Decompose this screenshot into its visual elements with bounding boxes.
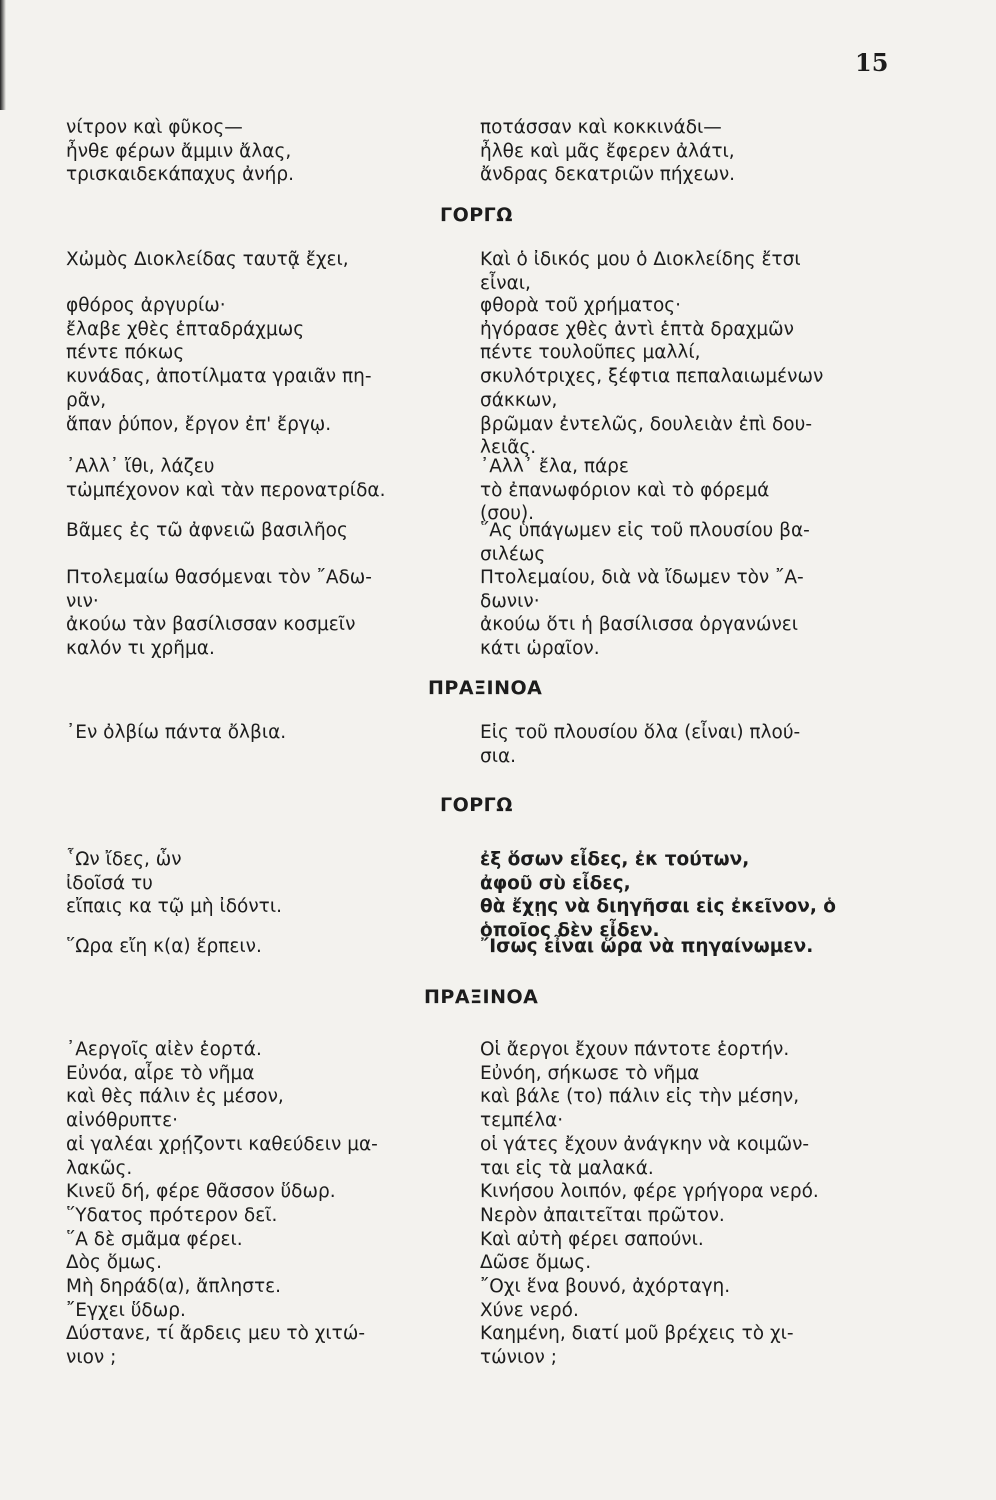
modern-line: ται εἰς τὰ μαλακά.: [480, 1157, 654, 1179]
modern-line: Εὐνόη, σήκωσε τὸ νῆμα: [480, 1062, 700, 1084]
modern-line: ῎Οχι ἕνα βουνό, ἀχόρταγη.: [480, 1276, 731, 1298]
modern-text-block: [480, 519, 900, 566]
modern-line: οἱ γάτες ἔχουν ἀνάγκην νὰ κοιμῶν-: [480, 1133, 810, 1155]
modern-line: Νερὸν ἀπαιτεῖται πρῶτον.: [480, 1204, 725, 1226]
modern-line: ῞Ας ὑπάγωμεν εἰς τοῦ πλουσίου βα-: [480, 520, 810, 541]
ancient-line: καὶ θὲς πάλιν ἐς μέσον,: [66, 1086, 284, 1108]
ancient-line: Δὸς ὅμως.: [66, 1252, 163, 1274]
ancient-line: Εὐνόα, αἶρε τὸ νῆμα: [66, 1062, 255, 1084]
ancient-text-block: [66, 116, 456, 187]
modern-text-block: [480, 455, 900, 526]
modern-line: σκυλότριχες, ξέφτια πεπαλαιωμένων: [480, 366, 824, 388]
modern-line: Πτολεμαίου, διὰ νὰ ἴδωμεν τὸν ῎Α-: [480, 567, 804, 588]
modern-text-block: [480, 116, 900, 187]
ancient-text-block: [66, 721, 456, 745]
ancient-line: τρισκαιδεκάπαχυς ἀνήρ.: [66, 164, 294, 186]
modern-line: ἠγόρασε χθὲς ἀντὶ ἑπτὰ δραχμῶν: [480, 318, 794, 340]
ancient-line: ἀκούω τὰν βασίλισσαν κοσμεῖν: [66, 614, 356, 636]
modern-line: κάτι ὡραῖον.: [480, 638, 600, 660]
modern-line: Οἱ ἄεργοι ἔχουν πάντοτε ἑορτήν.: [480, 1039, 790, 1060]
ancient-line: τὠμπέχονον καὶ τὰν περονατρίδα.: [66, 479, 386, 501]
modern-line: βρῶμαν ἐντελῶς, δουλειὰν ἐπὶ δου-: [480, 413, 813, 435]
modern-line: δωνιν·: [480, 590, 540, 612]
modern-line: θὰ ἔχῃς νὰ διηγῆσαι εἰς ἐκεῖνον, ὁ: [480, 896, 836, 918]
ancient-line: νιν·: [66, 590, 99, 612]
speaker-heading: ΓΟΡΓΩ: [440, 794, 513, 816]
modern-line: ἄνδρας δεκατριῶν πήχεων.: [480, 164, 736, 186]
modern-line: σάκκων,: [480, 389, 558, 411]
modern-text-block: [480, 1038, 900, 1370]
ancient-text-block: [66, 566, 456, 661]
modern-line: σια.: [480, 745, 517, 767]
modern-text-block: [480, 248, 900, 295]
ancient-line: ῞Α δὲ σμᾶμα φέρει.: [66, 1228, 243, 1250]
ancient-line: ἰδοῖσά τυ: [66, 872, 153, 894]
ancient-line: ᾽Αεργοῖς αἰὲν ἑορτά.: [66, 1039, 262, 1060]
ancient-line: ρᾶν,: [66, 389, 107, 411]
modern-line: Κινήσου λοιπόν, φέρε γρήγορα νερό.: [480, 1181, 819, 1203]
modern-line: φθορὰ τοῦ χρήματος·: [480, 295, 682, 316]
ancient-text-block: [66, 1038, 456, 1370]
ancient-text-block: [66, 935, 456, 959]
modern-line: ῎Ισως εἶναι ὥρα νὰ πηγαίνωμεν.: [480, 936, 814, 957]
modern-line: Καὶ αὐτὴ φέρει σαπούνι.: [480, 1228, 704, 1250]
modern-line: ποτάσσαν καὶ κοκκινάδι—: [480, 117, 722, 138]
modern-line: ἦλθε καὶ μᾶς ἔφερεν ἀλάτι,: [480, 140, 735, 162]
ancient-line: ῟Ων ἴδες, ὧν: [66, 849, 182, 870]
ancient-text-block: [66, 848, 456, 919]
ancient-line: Πτολεμαίω θασόμεναι τὸν ῎Αδω-: [66, 567, 372, 588]
ancient-line: κυνάδας, ἀποτίλματα γραιᾶν πη-: [66, 366, 372, 388]
page-number: 15: [855, 48, 889, 77]
ancient-text-block: [66, 248, 456, 272]
ancient-line: ᾽Εν ὀλβίω πάντα ὄλβια.: [66, 722, 287, 743]
speaker-heading: ΠΡΑΞΙΝΟΑ: [424, 986, 539, 1008]
ancient-line: ῎Εγχει ὕδωρ.: [66, 1299, 186, 1321]
ancient-line: ἦνθε φέρων ἄμμιν ἄλας,: [66, 140, 292, 162]
page-edge-shadow: [0, 0, 6, 110]
modern-line: ᾽Αλλ᾽ ἔλα, πάρε: [480, 456, 629, 477]
modern-line: Καημένη, διατί μοῦ βρέχεις τὸ χι-: [480, 1323, 794, 1345]
ancient-line: λακῶς.: [66, 1157, 133, 1179]
ancient-line: νίτρον καὶ φῦκος—: [66, 117, 243, 138]
ancient-text-block: [66, 519, 456, 543]
modern-line: καὶ βάλε (το) πάλιν εἰς τὴν μέσην,: [480, 1086, 800, 1108]
ancient-line: Μὴ δηράδ(α), ἄπληστε.: [66, 1276, 282, 1298]
ancient-line: αἱ γαλέαι χρῄζοντι καθεύδειν μα-: [66, 1133, 378, 1155]
ancient-line: καλόν τι χρῆμα.: [66, 638, 215, 660]
speaker-heading: ΠΡΑΞΙΝΟΑ: [428, 677, 543, 699]
ancient-text-block: [66, 294, 456, 436]
modern-text-block: [480, 721, 900, 768]
ancient-line: ᾽Αλλ᾽ ἴθι, λάζευ: [66, 456, 215, 477]
modern-line: (σου).: [480, 503, 535, 525]
ancient-line: ἅπαν ῥύπον, ἔργον ἐπ' ἔργῳ.: [66, 413, 332, 435]
ancient-line: ῞Ωρα εἴη κ(α) ἕρπειν.: [66, 936, 262, 957]
ancient-line: Βᾶμες ἐς τῶ ἀφνειῶ βασιλῆος: [66, 520, 348, 541]
modern-line: τεμπέλα·: [480, 1110, 564, 1132]
ancient-line: εἴπαις κα τῷ μὴ ἰδόντι.: [66, 896, 282, 918]
modern-text-block: [480, 294, 900, 460]
modern-line: ὁποῖος δὲν εἶδεν.: [480, 920, 660, 942]
ancient-line: αἰνόθρυπτε·: [66, 1110, 179, 1132]
modern-text-block: [480, 935, 900, 959]
ancient-line: Κινεῦ δή, φέρε θᾶσσον ὕδωρ.: [66, 1181, 336, 1203]
modern-line: εἶναι,: [480, 272, 531, 294]
modern-line: Χύνε νερό.: [480, 1299, 579, 1321]
ancient-line: Δύστανε, τί ἄρδεις μευ τὸ χιτώ-: [66, 1323, 365, 1345]
modern-line: ἐξ ὅσων εἶδες, ἐκ τούτων,: [480, 849, 750, 870]
modern-line: πέντε τουλοῦπες μαλλί,: [480, 342, 701, 364]
ancient-text-block: [66, 455, 456, 502]
ancient-line: φθόρος ἀργυρίω·: [66, 295, 226, 316]
ancient-line: πέντε πόκως: [66, 342, 185, 364]
modern-line: ἀκούω ὅτι ἡ βασίλισσα ὀργανώνει: [480, 614, 799, 636]
modern-line: σιλέως: [480, 543, 546, 565]
ancient-line: ῞Υδατος πρότερον δεῖ.: [66, 1204, 278, 1226]
speaker-heading: ΓΟΡΓΩ: [440, 204, 513, 226]
modern-line: Καὶ ὁ ἰδικός μου ὁ Διοκλείδης ἔτσι: [480, 249, 801, 270]
ancient-line: ἔλαβε χθὲς ἑπταδράχμως: [66, 318, 305, 340]
modern-line: λειᾶς.: [480, 437, 537, 459]
modern-line: Δῶσε ὅμως.: [480, 1252, 592, 1274]
ancient-line: νιον ;: [66, 1347, 117, 1369]
ancient-line: Χὠμὸς Διοκλείδας ταυτᾷ ἔχει,: [66, 249, 349, 270]
modern-line: τώνιον ;: [480, 1347, 557, 1369]
modern-line: Εἰς τοῦ πλουσίου ὅλα (εἶναι) πλού-: [480, 722, 801, 743]
modern-text-block: [480, 848, 900, 943]
modern-text-block: [480, 566, 900, 661]
modern-line: ἀφοῦ σὺ εἶδες,: [480, 872, 631, 894]
modern-line: τὸ ἐπανωφόριον καὶ τὸ φόρεμά: [480, 479, 770, 501]
